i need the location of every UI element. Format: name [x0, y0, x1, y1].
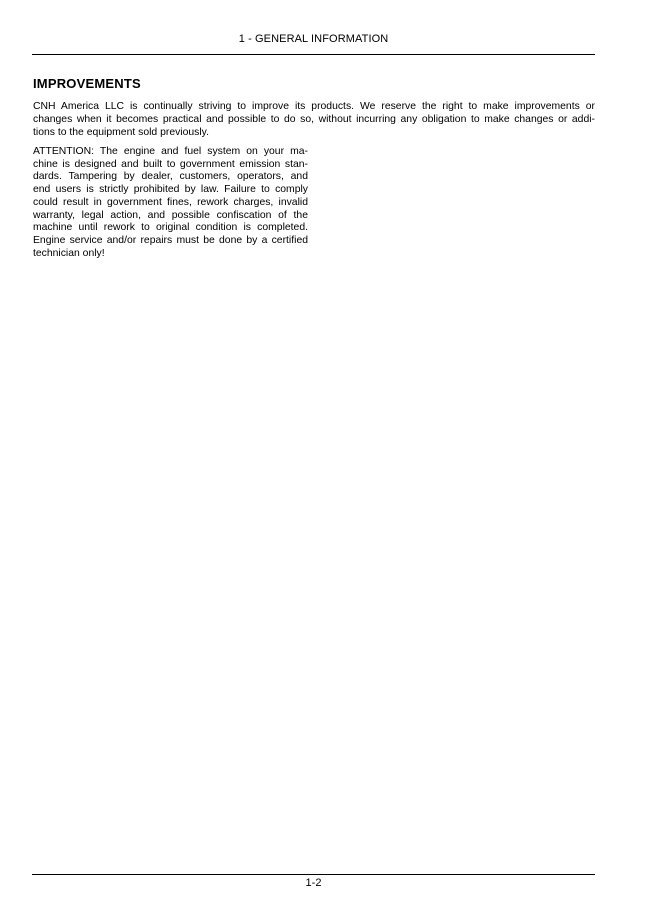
- paragraph-line: changes when it becomes practical and possible to do so, without incurring any obligation to make changes or addi-: [33, 113, 595, 125]
- attention-paragraph: [33, 146, 308, 260]
- paragraph-line: CNH America LLC is continually striving to improve its products. We reserve the right to make improvements or: [33, 101, 595, 112]
- paragraph-line: ATTENTION: The engine and fuel system on your ma-: [33, 146, 308, 157]
- section-heading: IMPROVEMENTS: [33, 76, 141, 91]
- paragraph-line: machine until rework to original condition is completed.: [33, 222, 308, 234]
- footer-divider: [32, 874, 595, 875]
- improvements-paragraph: [33, 101, 595, 139]
- header-divider: [32, 54, 595, 55]
- paragraph-line: warranty, legal action, and possible confiscation of the: [33, 209, 308, 221]
- paragraph-line: chine is designed and built to government emission stan-: [33, 158, 308, 170]
- paragraph-line: dards. Tampering by dealer, customers, operators, and: [33, 171, 308, 183]
- page-header-title: 1 - GENERAL INFORMATION: [238, 33, 389, 45]
- paragraph-line: end users is strictly prohibited by law. Failure to comply: [33, 184, 308, 196]
- paragraph-line: tions to the equipment sold previously.: [33, 126, 209, 138]
- page-number: 1-2: [305, 877, 322, 889]
- paragraph-line: technician only!: [33, 247, 105, 259]
- paragraph-line: could result in government fines, rework charges, invalid: [33, 196, 308, 208]
- paragraph-line: Engine service and/or repairs must be done by a certified: [33, 234, 308, 246]
